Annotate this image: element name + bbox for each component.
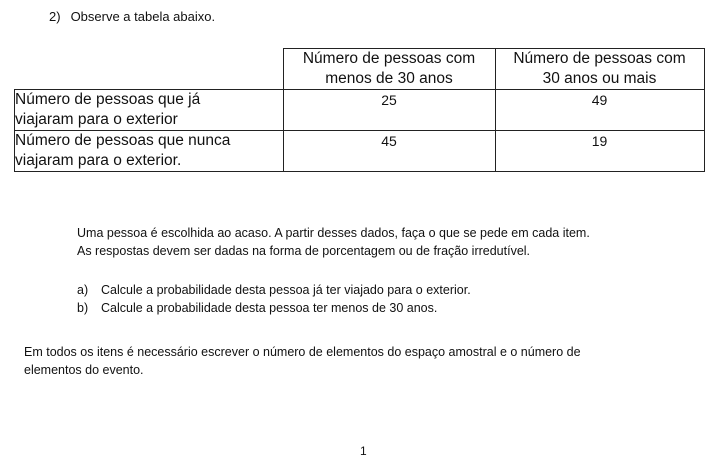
question-number: 2) bbox=[49, 9, 61, 24]
table-row bbox=[15, 90, 705, 131]
instruction-line: Uma pessoa é escolhida ao acaso. A partir desses dados, faça o que se pede em cada item. bbox=[77, 226, 590, 240]
item-letter: b) bbox=[77, 301, 89, 315]
table-cell-value: 49 bbox=[495, 90, 704, 131]
column-header-line: 30 anos ou mais bbox=[542, 70, 657, 87]
column-header-line: Número de pessoas com bbox=[513, 50, 686, 67]
note-line: Em todos os itens é necessário escrever o número de elementos do espaço amostral e o número de bbox=[24, 345, 581, 359]
question-text: Observe a tabela abaixo. bbox=[70, 9, 216, 24]
item-letter: a) bbox=[77, 283, 89, 297]
table-corner-cell bbox=[15, 49, 284, 90]
list-item bbox=[77, 299, 471, 317]
note-line: elementos do evento. bbox=[24, 363, 144, 377]
table-row bbox=[15, 131, 705, 172]
data-table bbox=[14, 48, 705, 172]
table-cell-value: 25 bbox=[283, 90, 495, 131]
list-item bbox=[77, 281, 471, 299]
question-title bbox=[49, 9, 215, 24]
page-number: 1 bbox=[360, 444, 367, 458]
column-header-line: Número de pessoas com bbox=[302, 50, 476, 67]
column-header-under-30 bbox=[283, 49, 495, 90]
column-header-30-or-more bbox=[495, 49, 704, 90]
item-text: Calcule a probabilidade desta pessoa ter menos de 30 anos. bbox=[101, 301, 438, 315]
note-paragraph bbox=[24, 343, 704, 379]
instructions-paragraph bbox=[77, 224, 697, 260]
table-cell-value: 19 bbox=[495, 131, 704, 172]
column-header-line: menos de 30 anos bbox=[325, 70, 453, 87]
row-header-traveled bbox=[15, 90, 284, 131]
table-cell-value: 45 bbox=[283, 131, 495, 172]
instruction-line: As respostas devem ser dadas na forma de porcentagem ou de fração irredutível. bbox=[77, 244, 531, 258]
row-header-line: viajaram para o exterior. bbox=[15, 152, 182, 169]
row-header-line: viajaram para o exterior bbox=[15, 111, 178, 128]
row-header-never-traveled bbox=[15, 131, 284, 172]
row-header-line: Número de pessoas que já bbox=[15, 91, 201, 108]
table-header-row bbox=[15, 49, 705, 90]
item-list bbox=[77, 281, 471, 317]
row-header-line: Número de pessoas que nunca bbox=[15, 132, 231, 149]
item-text: Calcule a probabilidade desta pessoa já ter viajado para o exterior. bbox=[101, 283, 471, 297]
